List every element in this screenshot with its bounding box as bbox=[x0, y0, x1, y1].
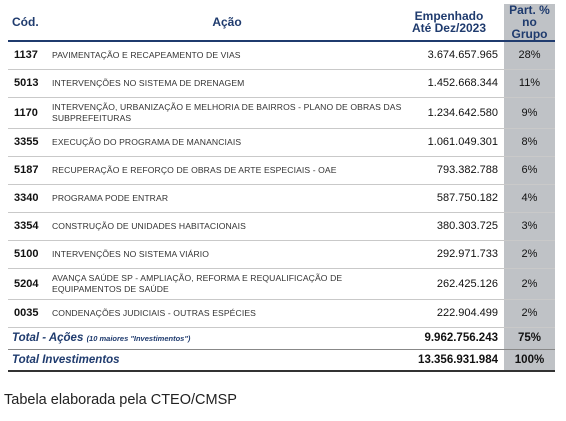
total-investimentos-row bbox=[8, 349, 555, 371]
row-action: EXECUÇÃO DO PROGRAMA DE MANANCIAIS bbox=[52, 128, 402, 156]
table-row bbox=[8, 212, 555, 240]
row-pct: 11% bbox=[504, 69, 555, 97]
header-part-line2: no Grupo bbox=[511, 15, 548, 41]
table-row bbox=[8, 299, 555, 327]
row-pct: 3% bbox=[504, 212, 555, 240]
table-row bbox=[8, 69, 555, 97]
row-code: 0035 bbox=[8, 299, 52, 327]
total-investimentos-value: 13.356.931.984 bbox=[402, 349, 504, 371]
total-acoes-value: 9.962.756.243 bbox=[402, 327, 504, 349]
row-code: 5100 bbox=[8, 240, 52, 268]
row-value: 793.382.788 bbox=[402, 156, 504, 184]
total-investimentos-pct: 100% bbox=[504, 349, 555, 371]
row-pct: 4% bbox=[504, 184, 555, 212]
row-value: 1.452.668.344 bbox=[402, 69, 504, 97]
table-row bbox=[8, 184, 555, 212]
total-investimentos-label: Total Investimentos bbox=[8, 349, 402, 371]
row-value: 1.061.049.301 bbox=[402, 128, 504, 156]
investments-table-container bbox=[8, 4, 555, 372]
row-value: 262.425.126 bbox=[402, 268, 504, 299]
row-pct: 9% bbox=[504, 97, 555, 128]
row-code: 5187 bbox=[8, 156, 52, 184]
row-action: INTERVENÇÕES NO SISTEMA DE DRENAGEM bbox=[52, 69, 402, 97]
row-code: 3340 bbox=[8, 184, 52, 212]
header-part-line1: Part. % bbox=[509, 3, 550, 17]
table-row bbox=[8, 97, 555, 128]
total-acoes-pct: 75% bbox=[504, 327, 555, 349]
table-caption: Tabela elaborada pela CTEO/CMSP bbox=[4, 392, 237, 408]
row-code: 5013 bbox=[8, 69, 52, 97]
row-action: PAVIMENTAÇÃO E RECAPEAMENTO DE VIAS bbox=[52, 41, 402, 69]
header-action: Ação bbox=[52, 4, 402, 41]
total-acoes-row bbox=[8, 327, 555, 349]
row-value: 587.750.182 bbox=[402, 184, 504, 212]
row-action: AVANÇA SAÚDE SP - AMPLIAÇÃO, REFORMA E REQUALIFICAÇÃO DE EQUIPAMENTOS DE SAÚDE bbox=[52, 268, 402, 299]
header-empenhado bbox=[402, 4, 504, 41]
row-pct: 2% bbox=[504, 240, 555, 268]
header-empenhado-line2: Até Dez/2023 bbox=[411, 21, 487, 35]
row-action: CONDENAÇÕES JUDICIAIS - OUTRAS ESPÉCIES bbox=[52, 299, 402, 327]
row-action: INTERVENÇÕES NO SISTEMA VIÁRIO bbox=[52, 240, 402, 268]
row-code: 3354 bbox=[8, 212, 52, 240]
row-value: 1.234.642.580 bbox=[402, 97, 504, 128]
table-row bbox=[8, 41, 555, 69]
table-header-row bbox=[8, 4, 555, 41]
header-part bbox=[504, 4, 555, 41]
row-code: 5204 bbox=[8, 268, 52, 299]
row-code: 1170 bbox=[8, 97, 52, 128]
table-row bbox=[8, 240, 555, 268]
row-pct: 2% bbox=[504, 299, 555, 327]
row-value: 292.971.733 bbox=[402, 240, 504, 268]
row-action: INTERVENÇÃO, URBANIZAÇÃO E MELHORIA DE BAIRROS - PLANO DE OBRAS DAS SUBPREFEITURAS bbox=[52, 97, 402, 128]
row-action: RECUPERAÇÃO E REFORÇO DE OBRAS DE ARTE ESPECIAIS - OAE bbox=[52, 156, 402, 184]
total-acoes-label-cell bbox=[8, 327, 402, 349]
row-pct: 6% bbox=[504, 156, 555, 184]
row-action: PROGRAMA PODE ENTRAR bbox=[52, 184, 402, 212]
row-action: CONSTRUÇÃO DE UNIDADES HABITACIONAIS bbox=[52, 212, 402, 240]
header-empenhado-line1: Empenhado bbox=[414, 9, 484, 23]
row-value: 380.303.725 bbox=[402, 212, 504, 240]
row-pct: 2% bbox=[504, 268, 555, 299]
row-value: 3.674.657.965 bbox=[402, 41, 504, 69]
header-code: Cód. bbox=[8, 4, 52, 41]
row-code: 1137 bbox=[8, 41, 52, 69]
row-pct: 28% bbox=[504, 41, 555, 69]
table-row bbox=[8, 128, 555, 156]
row-code: 3355 bbox=[8, 128, 52, 156]
total-acoes-note: (10 maiores "Investimentos") bbox=[86, 334, 191, 343]
total-acoes-label: Total - Ações bbox=[12, 332, 84, 344]
table-row bbox=[8, 268, 555, 299]
table-row bbox=[8, 156, 555, 184]
investments-table bbox=[8, 4, 555, 372]
row-pct: 8% bbox=[504, 128, 555, 156]
row-value: 222.904.499 bbox=[402, 299, 504, 327]
